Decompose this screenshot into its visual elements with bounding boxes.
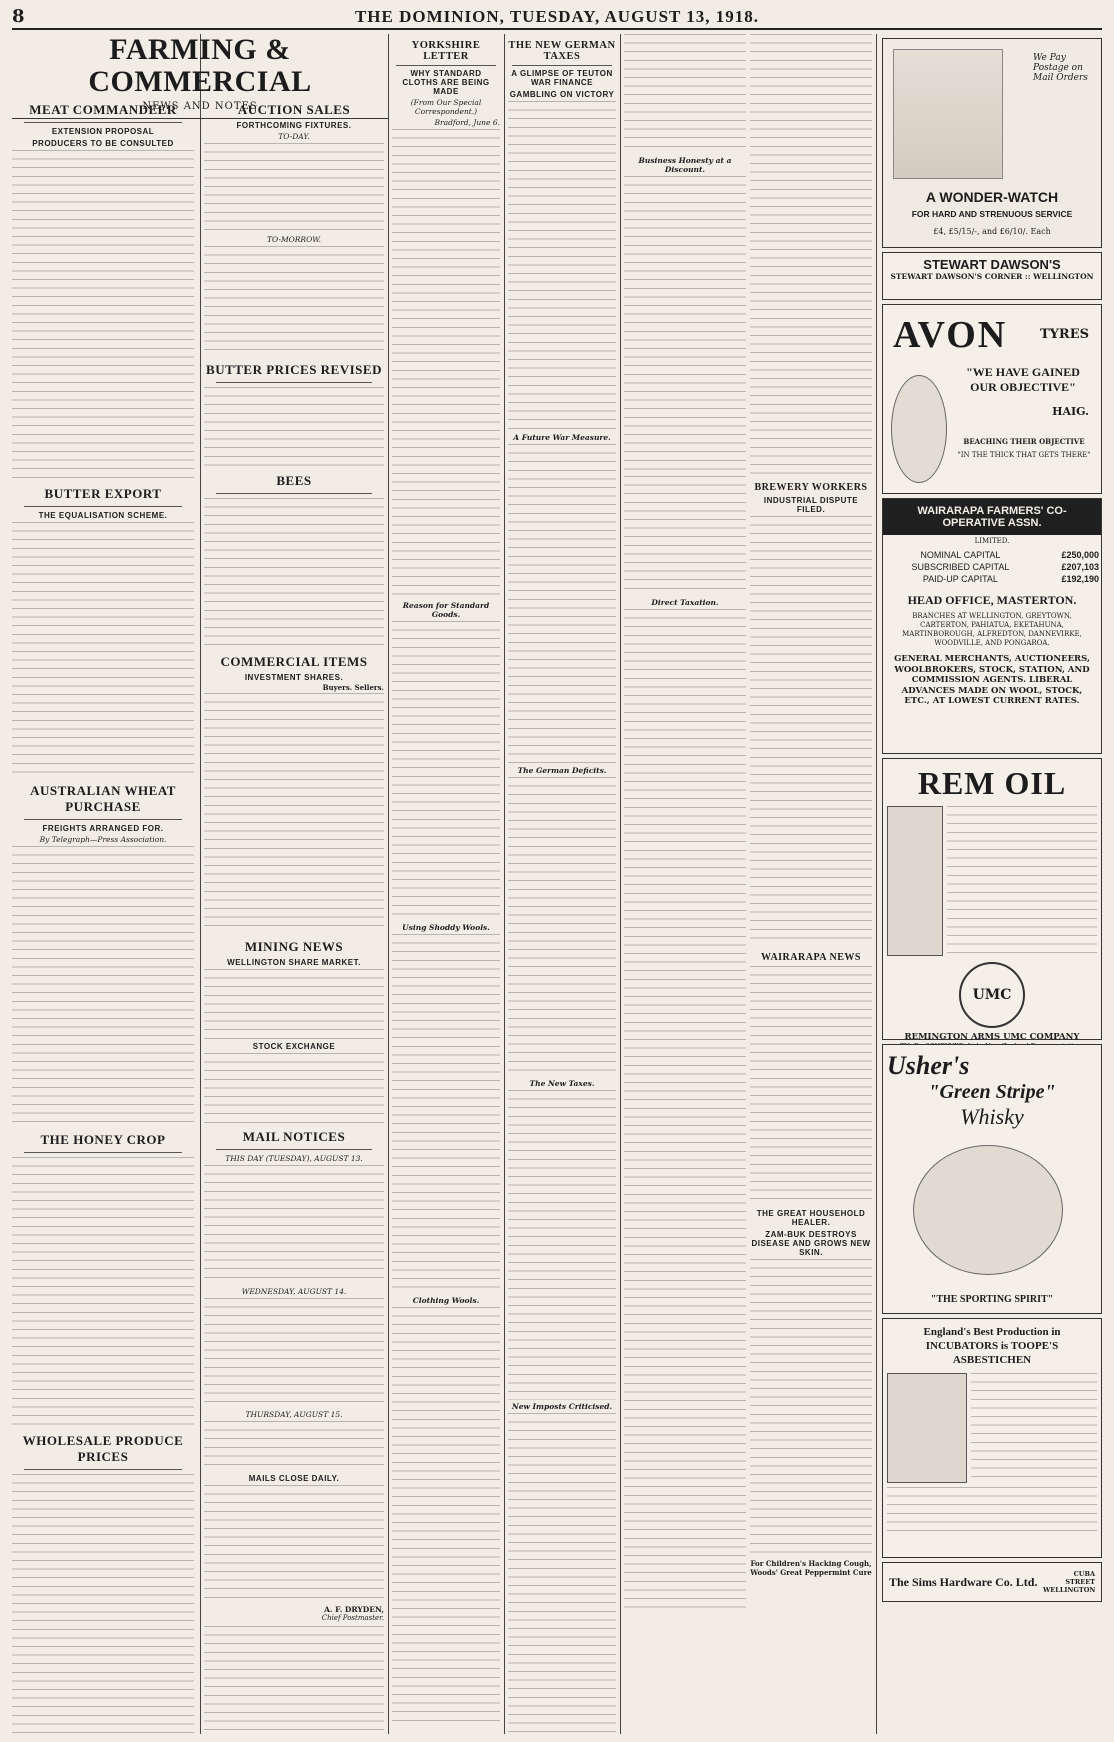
article-headline: COMMERCIAL ITEMS (220, 654, 368, 669)
buyers-label: Buyers. (322, 683, 353, 692)
watch-title: A WONDER-WATCH (925, 189, 1059, 205)
capital-value: £207,103 (1061, 562, 1099, 572)
watch-prices: £4, £5/15/-, and £6/10/. Each (933, 227, 1051, 236)
avon-note-2: "IN THE THICK THAT GETS THERE" (957, 451, 1091, 459)
whisky-tagline: "THE SPORTING SPIRIT" (930, 1294, 1054, 1305)
article-body (624, 476, 746, 596)
sporting-illustration (913, 1145, 1063, 1275)
capital-label: PAID-UP CAPITAL (922, 574, 998, 584)
remoil-brand: REM OIL (917, 765, 1067, 801)
article-body (204, 1626, 384, 1734)
section-heading: Clothing Wools. (412, 1296, 480, 1305)
watch-subtitle: FOR HARD AND STRENUOUS SERVICE (911, 209, 1073, 219)
date-label: TO-DAY. (278, 132, 310, 141)
article-headline: MAIL NOTICES (242, 1128, 346, 1144)
article-body (750, 1259, 872, 1559)
article-headline: WHOLESALE PRODUCE PRICES (22, 1433, 184, 1464)
date-label: TO-MORROW. (266, 235, 321, 244)
avon-note: BEACHING THEIR OBJECTIVE (963, 437, 1085, 446)
capital-label: NOMINAL CAPITAL (920, 550, 1001, 560)
remoil-ad (882, 758, 1102, 1040)
whisky-ad (882, 1044, 1102, 1314)
date-label: THIS DAY (TUESDAY), AUGUST 13. (225, 1153, 363, 1163)
capital-row (883, 561, 1101, 573)
article-body (204, 1421, 384, 1471)
byline: (From Our Special Correspondent.) (410, 98, 482, 116)
farmers-footer: GENERAL MERCHANTS, AUCTIONEERS, WOOLBROKERS, STOCK, STATION, AND COMMISSION AGENTS. LIBERAL ADVANCES MADE ON WOOL, STOCK, ETC., AT LOWEST CURRENT RATES. (894, 654, 1090, 706)
column-3 (392, 34, 500, 1734)
section-heading: FARMING & COMMERCIAL (88, 34, 312, 98)
avon-quote: "WE HAVE GAINED OUR OBJECTIVE" (966, 365, 1080, 394)
capital-table (883, 549, 1101, 585)
column-rule (504, 34, 505, 1734)
article-subheadline: THE EQUALISATION SCHEME. (38, 511, 168, 520)
section-heading: Reason for Standard Goods. (402, 601, 490, 619)
watch-brand: STEWART DAWSON'S (923, 257, 1061, 272)
article-subheadline: INVESTMENT SHARES. (244, 673, 344, 682)
date-label: THURSDAY, AUGUST 15. (245, 1409, 343, 1419)
article-body (204, 1165, 384, 1285)
article-subheadline: MAILS CLOSE DAILY. (248, 1473, 340, 1483)
masthead (12, 6, 1102, 30)
capital-value: £192,190 (1061, 574, 1099, 584)
farmers-branches: BRANCHES AT WELLINGTON, GREYTOWN, CARTERTON, PAHIATUA, EKETAHUNA, MARTINBOROUGH, ALFREDTON, DANNEVIRKE, WOODVILLE, AND PONGAROA. (902, 612, 1082, 647)
avon-author: HAIG. (1052, 405, 1089, 418)
article-body (204, 498, 384, 648)
signature: A. F. DRYDEN, (324, 1604, 384, 1614)
page-number: 8 (12, 6, 25, 27)
section-heading: The German Deficits. (517, 766, 607, 775)
footer-ad-line: For Children's Hacking Cough, Woods' Great Peppermint Cure (750, 1559, 872, 1577)
article-body (12, 1474, 194, 1734)
advert-column (880, 34, 1104, 1734)
capital-value: £250,000 (1061, 550, 1099, 560)
capital-row (883, 549, 1101, 561)
article-body (624, 34, 746, 154)
column-1 (12, 96, 194, 1734)
article-subheadline: WELLINGTON SHARE MARKET. (227, 957, 361, 967)
paper-title: THE DOMINION, TUESDAY, AUGUST 13, 1918. (354, 7, 760, 26)
incubator-title: England's Best Production in INCUBATORS is TOOPE'S ASBESTICHEN (923, 1326, 1061, 1366)
avon-ad (882, 304, 1102, 494)
incubator-body-2 (887, 1487, 1097, 1537)
article-body (204, 1485, 384, 1605)
farmers-head-office: HEAD OFFICE, MASTERTON. (907, 593, 1077, 607)
article-body (12, 522, 194, 777)
article-body (12, 846, 194, 1126)
article-body (750, 966, 872, 1206)
article-body (508, 1413, 616, 1733)
article-body (508, 444, 616, 764)
remoil-body (947, 806, 1097, 956)
article-subheadline: ZAM-BUK DESTROYS DISEASE AND GROWS NEW SKIN. (751, 1230, 871, 1257)
soldier-illustration (893, 49, 1003, 179)
incubator-body (971, 1373, 1097, 1483)
article-body (624, 176, 746, 476)
article-body (750, 34, 872, 474)
section-heading: The New Taxes. (529, 1079, 595, 1088)
avon-brand: AVON (893, 314, 1008, 356)
section-heading: A Future War Measure. (513, 433, 611, 442)
article-subheadline: EXTENSION PROPOSAL (51, 127, 155, 136)
sellers-label: Sellers. (354, 683, 384, 692)
article-body (508, 1090, 616, 1400)
share-table (204, 693, 384, 933)
sims-ad (882, 1562, 1102, 1602)
capital-row (883, 573, 1101, 585)
share-table-header (204, 684, 384, 693)
article-body (750, 516, 872, 946)
column-rule (876, 34, 877, 1734)
article-headline: YORKSHIRE LETTER (411, 40, 481, 62)
section-heading: Business Honesty at a Discount. (638, 156, 732, 174)
postage-note: We Pay Postage on Mail Orders (1033, 53, 1088, 83)
article-body (204, 969, 384, 1039)
whisky-brand: Usher's (887, 1051, 970, 1080)
column-rule (200, 34, 201, 1734)
section-heading: Using Shoddy Wools. (402, 923, 490, 932)
column-5 (624, 34, 872, 1734)
article-body (392, 129, 500, 599)
remoil-company: REMINGTON ARMS UMC COMPANY (904, 1032, 1080, 1042)
umc-logo: UMC (959, 962, 1025, 1028)
column-rule (388, 34, 389, 1734)
column-4 (508, 34, 616, 1734)
article-body (204, 246, 384, 356)
article-subheadline: A GLIMPSE OF TEUTON WAR FINANCE (511, 69, 613, 87)
article-headline: AUCTION SALES (237, 102, 351, 117)
article-subheadline: GAMBLING ON VICTORY (509, 90, 615, 99)
incubator-illustration (887, 1373, 967, 1483)
article-subheadline: PRODUCERS TO BE CONSULTED (32, 139, 174, 148)
article-body (508, 777, 616, 1077)
watch-location: STEWART DAWSON'S CORNER :: WELLINGTON (890, 272, 1094, 281)
article-body (12, 150, 194, 480)
incubator-ad (882, 1318, 1102, 1558)
article-headline: MEAT COMMANDEER (29, 102, 177, 117)
oil-can-illustration (887, 806, 943, 956)
column-2 (204, 96, 384, 1734)
whisky-name: "Green Stripe" (928, 1081, 1056, 1103)
article-subheadline: WHY STANDARD CLOTHS ARE BEING MADE (402, 69, 490, 96)
byline: By Telegraph—Press Association. (39, 835, 167, 844)
article-body (12, 1157, 194, 1427)
column-rule (620, 34, 621, 1734)
article-body (204, 387, 384, 467)
article-headline: AUSTRALIAN WHEAT PURCHASE (30, 783, 176, 814)
avon-tyres: TYRES (1039, 327, 1089, 342)
article-headline: THE HONEY CROP (40, 1132, 166, 1147)
article-subheadline: FORTHCOMING FIXTURES. (236, 121, 352, 130)
article-subheadline: STOCK EXCHANGE (252, 1041, 336, 1051)
article-body (392, 1307, 500, 1727)
section-heading: New Imposts Criticised. (511, 1402, 613, 1411)
sims-location: CUBA STREET WELLINGTON (1043, 1570, 1096, 1594)
whisky-type: Whisky (960, 1104, 1024, 1129)
article-body (392, 621, 500, 921)
date-label: WEDNESDAY, AUGUST 14. (241, 1286, 347, 1296)
article-headline: BUTTER PRICES REVISED (206, 362, 382, 377)
farmers-limited: LIMITED. (974, 537, 1010, 545)
signature-role: Chief Postmaster. (321, 1613, 384, 1622)
article-subheadline: INDUSTRIAL DISPUTE FILED. (763, 496, 859, 514)
farmers-title: WAIRARAPA FARMERS' CO-OPERATIVE ASSN. (883, 499, 1101, 535)
capital-label: SUBSCRIBED CAPITAL (911, 562, 1010, 572)
article-headline: BREWERY WORKERS (754, 482, 868, 493)
article-body (508, 101, 616, 431)
section-heading: Direct Taxation. (651, 598, 719, 607)
article-headline: WAIRARAPA NEWS (761, 952, 861, 963)
article-subheadline: THE GREAT HOUSEHOLD HEALER. (756, 1209, 866, 1227)
article-subheadline: FREIGHTS ARRANGED FOR. (42, 824, 164, 833)
article-body (204, 143, 384, 233)
article-headline: BUTTER EXPORT (44, 486, 162, 501)
dateline: Bradford, June 6. (434, 118, 500, 127)
article-headline: MINING NEWS (244, 938, 344, 954)
article-headline: THE NEW GERMAN TAXES (508, 40, 616, 62)
watch-ad (882, 38, 1102, 248)
watch-ad-footer (882, 252, 1102, 300)
article-body (204, 1053, 384, 1123)
sims-brand: The Sims Hardware Co. Ltd. (889, 1574, 1038, 1589)
section-subheading: NEWS AND NOTES (12, 98, 388, 119)
article-headline: BEES (276, 473, 312, 488)
article-body (624, 609, 746, 1609)
article-body (204, 1298, 384, 1408)
farmers-ad (882, 498, 1102, 754)
article-body (392, 934, 500, 1294)
tyre-illustration (891, 375, 947, 483)
